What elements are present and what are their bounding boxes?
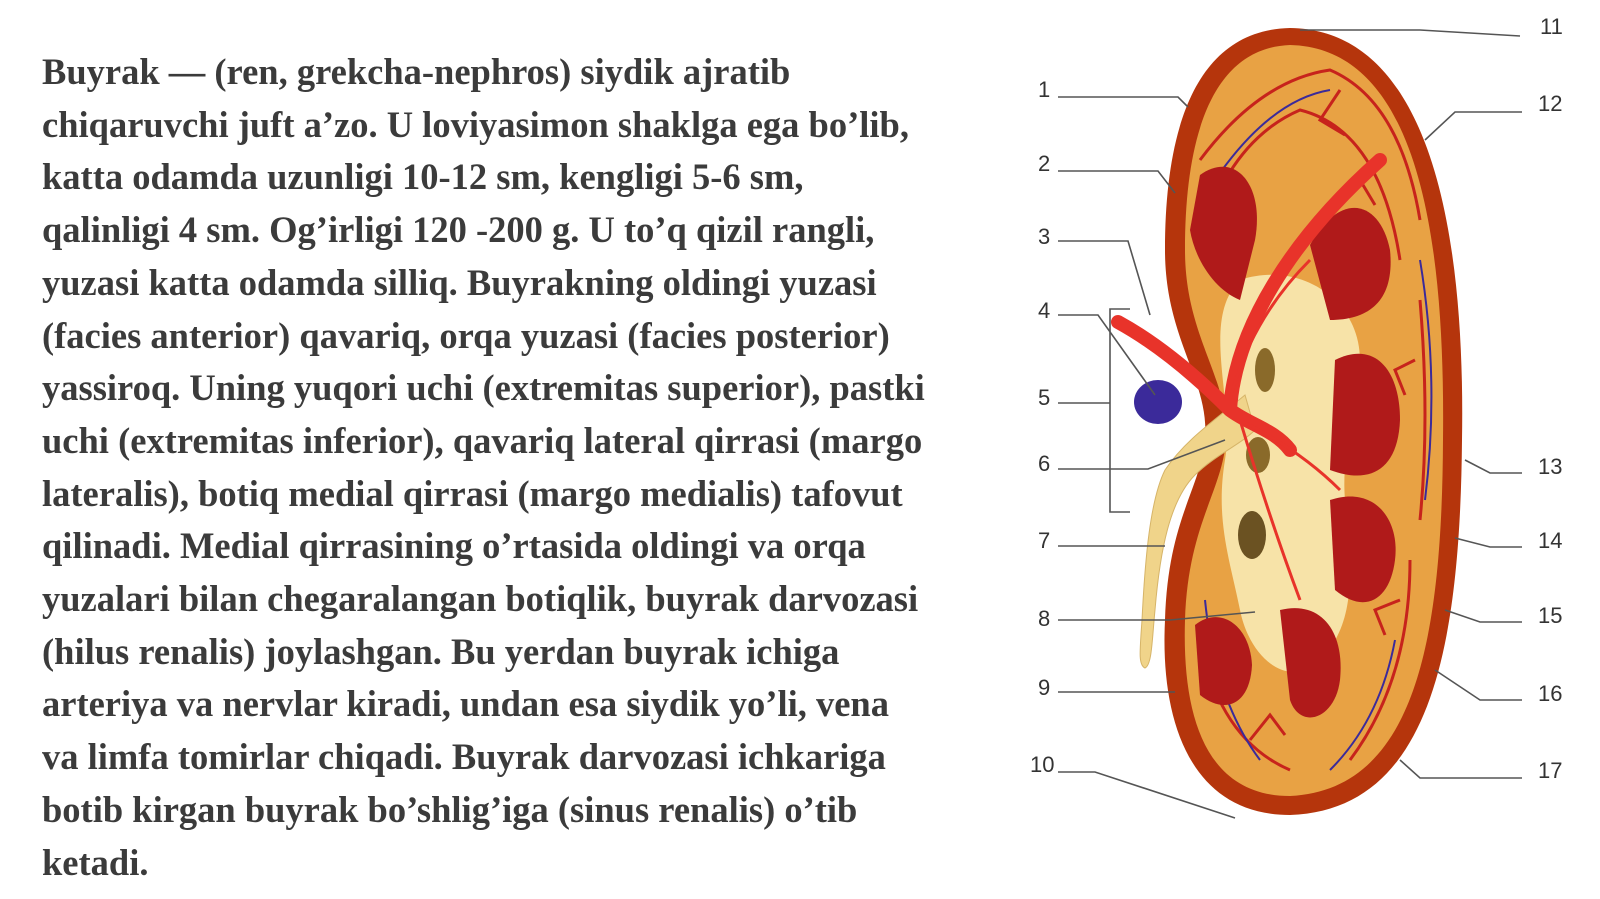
text-line: lateralis), botiq medial qirrasi (margo medialis) tafovut bbox=[42, 472, 903, 514]
text-line: arteriya va nervlar kiradi, undan esa siydik yo’li, vena bbox=[42, 683, 889, 725]
diagram-label: 10 bbox=[1030, 752, 1055, 777]
leader-line bbox=[1425, 112, 1522, 140]
diagram-label: 16 bbox=[1538, 681, 1563, 706]
text-line: uchi (extremitas inferior), qavariq lateral qirrasi (margo bbox=[42, 419, 923, 461]
text-line: (facies anterior) qavariq, orqa yuzasi (facies posterior) bbox=[42, 314, 890, 356]
text-line: yassiroq. Uning yuqori uchi (extremitas superior), pastki bbox=[42, 367, 925, 409]
text-line: yuzasi katta odamda silliq. Buyrakning oldingi yuzasi bbox=[42, 261, 877, 303]
leader-line bbox=[1058, 315, 1155, 395]
leader-line bbox=[1058, 97, 1188, 107]
leader-line bbox=[1058, 241, 1150, 315]
diagram-label: 4 bbox=[1038, 298, 1051, 323]
diagram-label: 6 bbox=[1038, 451, 1051, 476]
diagram-label: 3 bbox=[1038, 224, 1051, 249]
leader-line bbox=[1300, 30, 1520, 36]
diagram-label: 17 bbox=[1538, 758, 1563, 783]
text-line: (hilus renalis) joylashgan. Bu yerdan buyrak ichiga bbox=[42, 630, 840, 672]
diagram-label: 8 bbox=[1038, 606, 1051, 631]
diagram-label: 13 bbox=[1538, 454, 1563, 479]
diagram-label: 5 bbox=[1038, 385, 1051, 410]
leader-line bbox=[1400, 760, 1522, 778]
leader-line bbox=[1435, 670, 1522, 700]
diagram-label: 9 bbox=[1038, 675, 1051, 700]
text-line: va limfa tomirlar chiqadi. Buyrak darvozasi ichkariga bbox=[42, 736, 886, 778]
text-line: botib kirgan buyrak bo’shlig’iga (sinus renalis) o’tib bbox=[42, 788, 858, 830]
diagram-label: 11 bbox=[1540, 14, 1563, 39]
renal-vein bbox=[1134, 380, 1182, 424]
leader-line bbox=[1058, 171, 1175, 193]
kidney-diagram bbox=[1020, 0, 1600, 899]
diagram-label: 1 bbox=[1038, 77, 1051, 102]
text-line: ketadi. bbox=[42, 841, 149, 883]
text-line: yuzalari bilan chegaralangan botiqlik, buyrak darvozasi bbox=[42, 578, 919, 620]
diagram-label: 15 bbox=[1538, 603, 1563, 628]
text-line: chiqaruvchi juft a’zo. U loviyasimon shaklga ega bo’lib, bbox=[42, 103, 909, 145]
text-line: Buyrak — (ren, grekcha-nephros) siydik ajratib bbox=[42, 51, 791, 92]
text-line: qalinligi 4 sm. Og’irligi 120 -200 g. U to’q qizil rangli, bbox=[42, 209, 875, 251]
diagram-label: 7 bbox=[1038, 528, 1051, 553]
hilum-bracket bbox=[1110, 309, 1130, 512]
diagram-label: 14 bbox=[1538, 528, 1563, 553]
text-line: qilinadi. Medial qirrasining o’rtasida oldingi va orqa bbox=[42, 525, 866, 567]
diagram-label: 12 bbox=[1538, 91, 1563, 116]
leader-line bbox=[1465, 460, 1522, 473]
minor-calyx bbox=[1255, 348, 1275, 392]
leader-line bbox=[1455, 538, 1522, 547]
leader-line bbox=[1445, 610, 1522, 622]
minor-calyx bbox=[1238, 511, 1266, 559]
text-line: katta odamda uzunligi 10-12 sm, kengligi 5-6 sm, bbox=[42, 156, 804, 198]
diagram-label: 2 bbox=[1038, 151, 1051, 176]
body-text bbox=[42, 46, 1017, 889]
